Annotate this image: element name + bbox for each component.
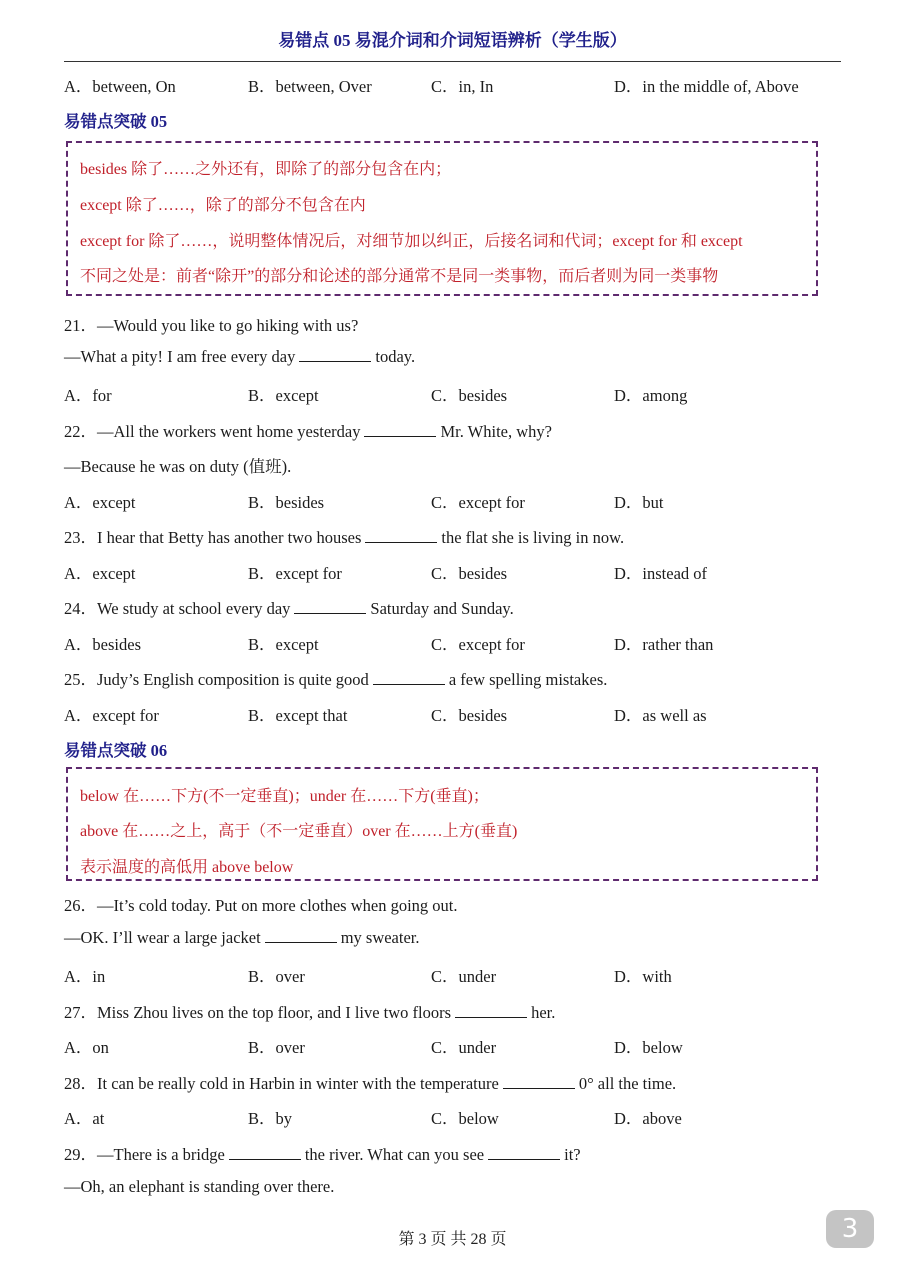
- q25-option-c[interactable]: C．besides: [431, 706, 508, 725]
- q26-prompt: 26．—It’s cold today. Put on more clothes when going out.: [64, 896, 458, 915]
- tip-except-for: except for 除了……，说明整体情况后，对细节加以纠正，后接名词和代词；except for 和 except: [80, 233, 743, 250]
- q20-option-d[interactable]: D．in the middle of, Above: [614, 77, 799, 96]
- q22-option-a[interactable]: A．except: [64, 493, 136, 512]
- q23-option-a[interactable]: A．except: [64, 564, 136, 583]
- q29-prompt-text: 29．—There is a bridge: [64, 1145, 225, 1164]
- tip-temperature: 表示温度的高低用 above below: [80, 859, 294, 876]
- q28-prompt-tail: 0° all the time.: [578, 1074, 677, 1093]
- q27-prompt-tail: her.: [531, 1003, 556, 1022]
- q21-option-a[interactable]: A．for: [64, 386, 112, 405]
- q28-option-d[interactable]: D．above: [614, 1109, 682, 1128]
- q23-option-c[interactable]: C．besides: [431, 564, 508, 583]
- q22-option-c[interactable]: C．except for: [431, 493, 525, 512]
- q25-blank[interactable]: [373, 683, 445, 685]
- q26-option-c[interactable]: C．under: [431, 967, 497, 986]
- section-05-title: 易错点突破 05: [64, 112, 168, 131]
- section-05-tip-box: [66, 141, 818, 296]
- tip-below-under: below 在……下方(不一定垂直)；under 在……下方(垂直)；: [80, 788, 489, 805]
- q25-option-a[interactable]: A．except for: [64, 706, 159, 725]
- q21-option-b[interactable]: B．except: [248, 386, 319, 405]
- q26-option-d[interactable]: D．with: [614, 967, 672, 986]
- q23-prompt-text: 23．I hear that Betty has another two houses: [64, 528, 362, 547]
- q22-blank[interactable]: [364, 435, 436, 437]
- q22-option-b[interactable]: B．besides: [248, 493, 325, 512]
- q26-blank[interactable]: [265, 941, 337, 943]
- q26-response-text: —OK. I’ll wear a large jacket: [64, 928, 261, 947]
- q29-blank-1[interactable]: [229, 1158, 301, 1160]
- q21-option-d[interactable]: D．among: [614, 386, 688, 405]
- page-badge[interactable]: 3: [826, 1210, 874, 1248]
- q28-blank[interactable]: [503, 1087, 575, 1089]
- q26-response-tail: my sweater.: [340, 928, 420, 947]
- q24-option-b[interactable]: B．except: [248, 635, 319, 654]
- page-header-title: 易错点 05 易混介词和介词短语辨析（学生版）: [278, 31, 627, 50]
- q28-option-a[interactable]: A．at: [64, 1109, 105, 1128]
- q27-prompt: [64, 999, 555, 1023]
- q22-option-d[interactable]: D．but: [614, 493, 664, 512]
- q25-option-b[interactable]: B．except that: [248, 706, 348, 725]
- q21-response-tail: today.: [375, 347, 416, 366]
- q24-blank[interactable]: [294, 612, 366, 614]
- q27-option-b[interactable]: B．over: [248, 1038, 305, 1057]
- q29-prompt-middle: the river. What can you see: [304, 1145, 485, 1164]
- q24-option-c[interactable]: C．except for: [431, 635, 525, 654]
- q23-option-d[interactable]: D．instead of: [614, 564, 708, 583]
- q25-option-d[interactable]: D．as well as: [614, 706, 707, 725]
- q24-prompt: [64, 595, 514, 619]
- q25-prompt-text: 25．Judy’s English composition is quite good: [64, 670, 369, 689]
- q29-prompt: [64, 1141, 581, 1165]
- q24-option-a[interactable]: A．besides: [64, 635, 141, 654]
- q20-option-b[interactable]: B．between, Over: [248, 77, 372, 96]
- q24-option-d[interactable]: D．rather than: [614, 635, 714, 654]
- page-number-footer: 第 3 页 共 28 页: [398, 1231, 507, 1248]
- q21-response-text: —What a pity! I am free every day: [64, 347, 296, 366]
- tip-difference: 不同之处是：前者“除开”的部分和论述的部分通常不是同一类事物，而后者则为同一类事物: [80, 268, 719, 285]
- q22-prompt: [64, 418, 552, 442]
- q20-option-c[interactable]: C．in, In: [431, 77, 494, 96]
- section-06-title: 易错点突破 06: [64, 741, 168, 760]
- q23-option-b[interactable]: B．except for: [248, 564, 342, 583]
- q23-prompt: [64, 524, 624, 548]
- tip-above-over: above 在……之上，高于（不一定垂直）over 在……上方(垂直): [80, 823, 518, 840]
- q28-prompt: [64, 1070, 676, 1094]
- q28-prompt-text: 28．It can be really cold in Harbin in winter with the temperature: [64, 1074, 499, 1093]
- q28-option-c[interactable]: C．below: [431, 1109, 499, 1128]
- q25-prompt: [64, 666, 607, 690]
- q21-response: [64, 347, 415, 367]
- q23-blank[interactable]: [365, 541, 437, 543]
- q29-prompt-tail: it?: [564, 1145, 581, 1164]
- q22-prompt-text: 22．—All the workers went home yesterday: [64, 422, 361, 441]
- q23-prompt-tail: the flat she is living in now.: [441, 528, 625, 547]
- q29-blank-2[interactable]: [488, 1158, 560, 1160]
- q27-option-d[interactable]: D．below: [614, 1038, 683, 1057]
- tip-except: except 除了……，除了的部分不包含在内: [80, 197, 366, 214]
- q28-option-b[interactable]: B．by: [248, 1109, 293, 1128]
- q26-option-a[interactable]: A．in: [64, 967, 106, 986]
- q29-response: —Oh, an elephant is standing over there.: [64, 1177, 335, 1196]
- q21-blank[interactable]: [299, 360, 371, 362]
- q27-option-a[interactable]: A．on: [64, 1038, 109, 1057]
- q22-prompt-tail: Mr. White, why?: [440, 422, 552, 441]
- q24-prompt-text: 24．We study at school every day: [64, 599, 291, 618]
- q26-option-b[interactable]: B．over: [248, 967, 305, 986]
- q20-option-a[interactable]: A．between, On: [64, 77, 176, 96]
- q27-option-c[interactable]: C．under: [431, 1038, 497, 1057]
- q27-prompt-text: 27．Miss Zhou lives on the top floor, and I live two floors: [64, 1003, 452, 1022]
- q22-response: —Because he was on duty (值班).: [64, 457, 292, 476]
- q26-response: [64, 928, 420, 948]
- header-divider: [64, 61, 841, 62]
- q27-blank[interactable]: [455, 1016, 527, 1018]
- section-06-tip-box: [66, 767, 818, 881]
- q25-prompt-tail: a few spelling mistakes.: [448, 670, 608, 689]
- q21-prompt: 21．—Would you like to go hiking with us?: [64, 316, 359, 335]
- q24-prompt-tail: Saturday and Sunday.: [370, 599, 514, 618]
- tip-besides: besides 除了……之外还有，即除了的部分包含在内；: [80, 161, 452, 178]
- q21-option-c[interactable]: C．besides: [431, 386, 508, 405]
